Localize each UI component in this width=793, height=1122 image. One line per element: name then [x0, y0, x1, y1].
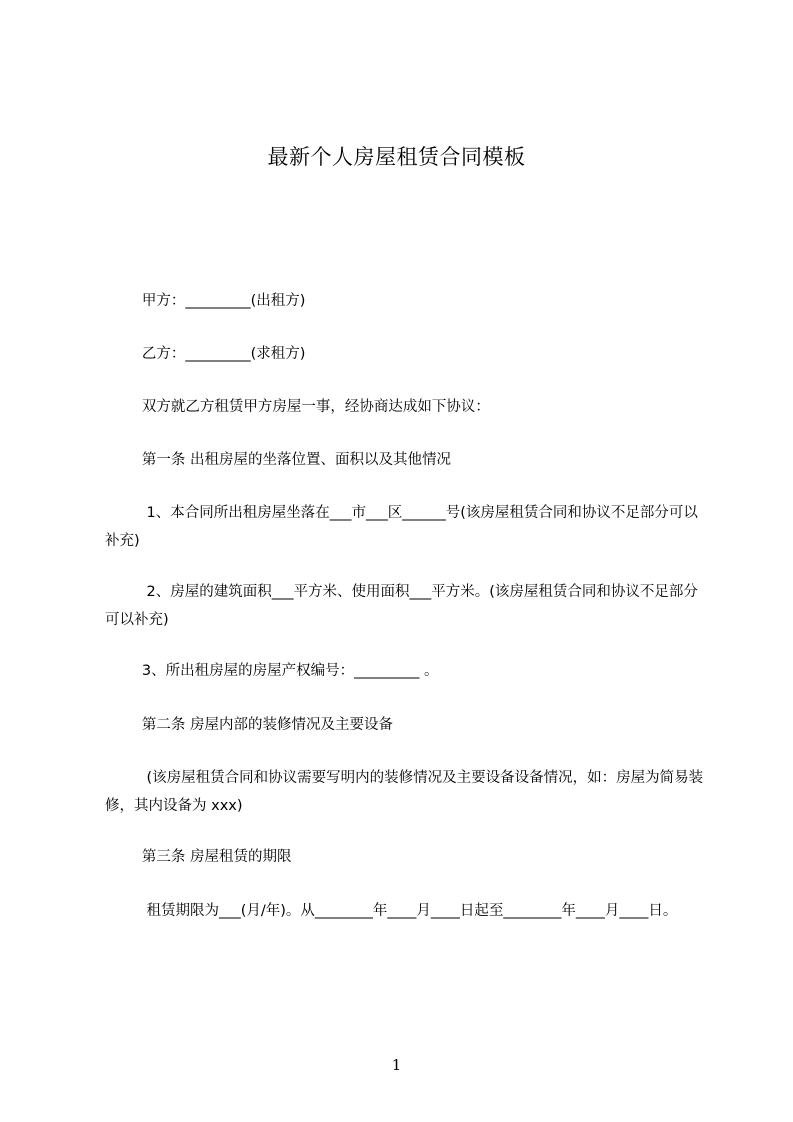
article-1-heading: 第一条 出租房屋的坐落位置、面积以及其他情况 — [105, 452, 451, 468]
document-title: 最新个人房屋租赁合同模板 — [267, 145, 526, 169]
page-number: 1 — [391, 1056, 402, 1074]
article-2-body: (该房屋租赁合同和协议需要写明内的装修情况及主要设备设备情况，如：房屋为简易装修，其内设备为 xxx) — [105, 770, 704, 814]
party-b-line: 乙方：_________(求租方) — [105, 346, 306, 362]
article-1-clause-2: 2、房屋的建筑面积___平方米、使用面积___平方米。(该房屋租赁合同和协议不足部分可以补充) — [105, 584, 698, 628]
article-2-heading: 第二条 房屋内部的装修情况及主要设备 — [105, 717, 393, 733]
agreement-intro: 双方就乙方租赁甲方房屋一事，经协商达成如下协议： — [105, 399, 490, 415]
article-3-body: 租赁期限为___(月/年)。从________年____月____日起至________年____月____日。 — [105, 903, 678, 919]
article-1-clause-3: 3、所出租房屋的房屋产权编号：_________ 。 — [105, 663, 439, 679]
article-3-heading: 第三条 房屋租赁的期限 — [105, 849, 292, 865]
article-1-clause-1: 1、本合同所出租房屋坐落在___市___区______号(该房屋租赁合同和协议不足部分可以补充) — [105, 505, 698, 549]
party-a-line: 甲方：_________(出租方) — [105, 293, 306, 309]
